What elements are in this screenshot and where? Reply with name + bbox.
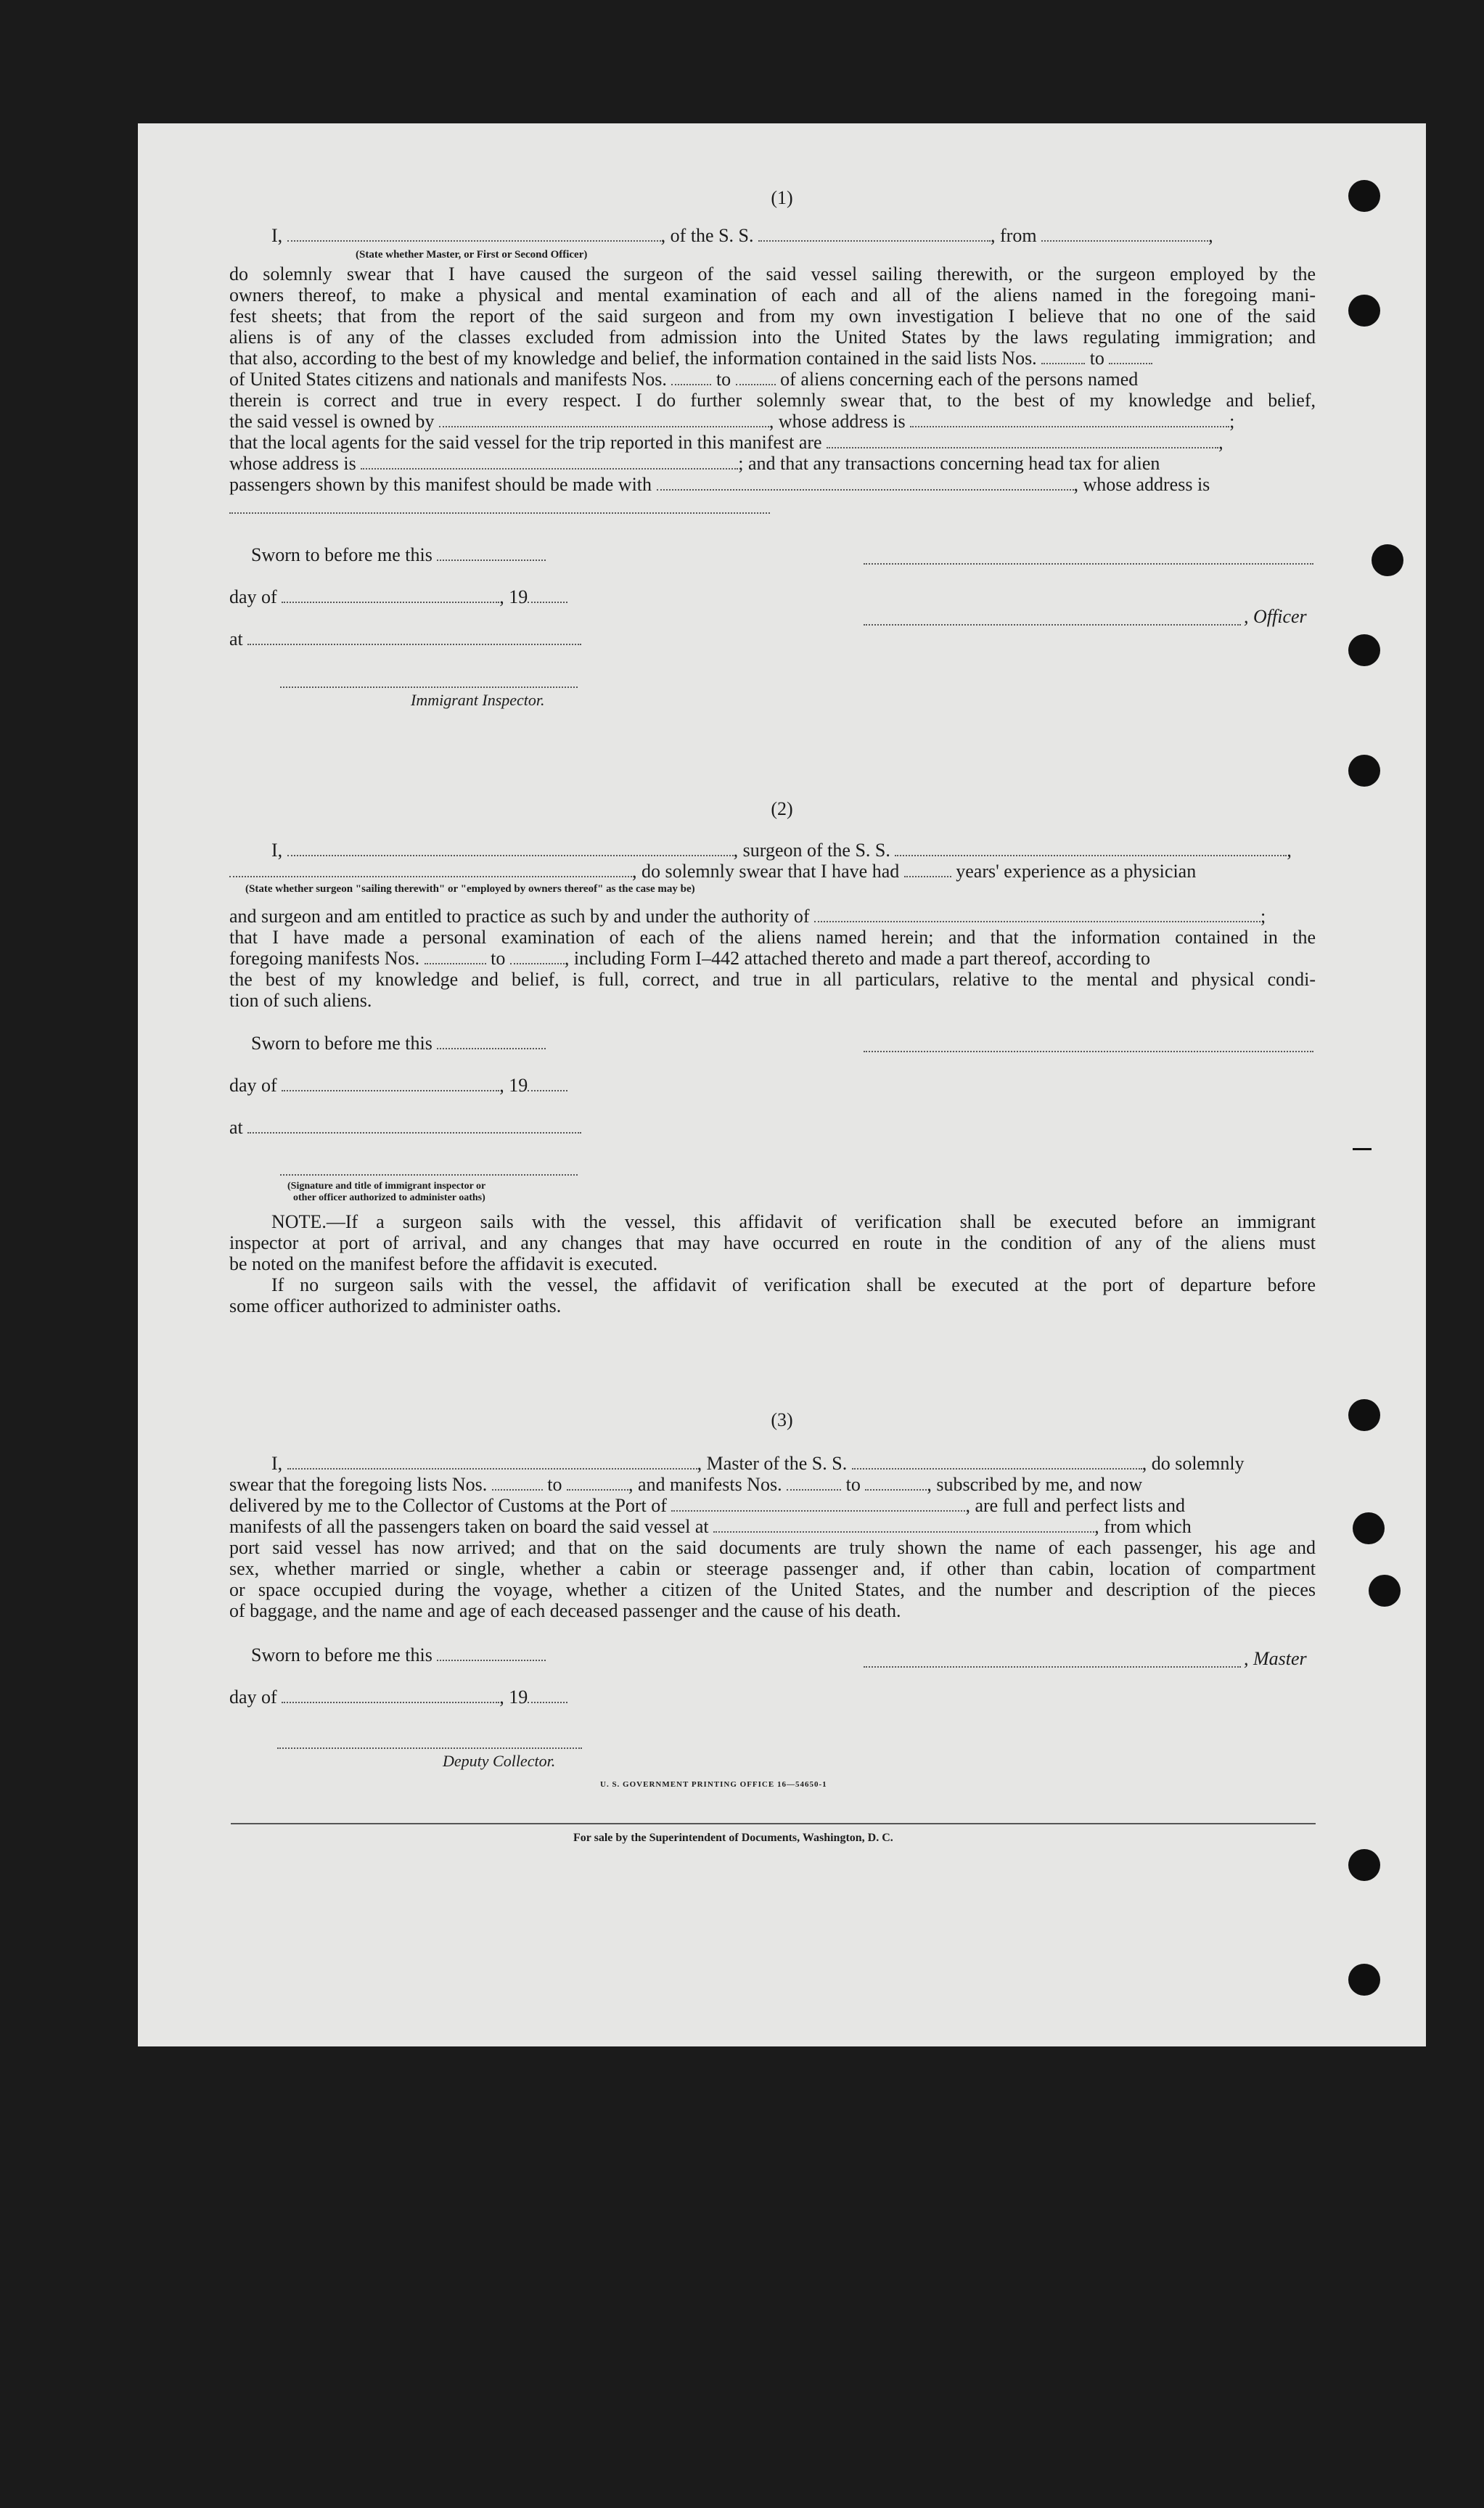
day-month-field-3[interactable] <box>282 1687 499 1703</box>
day-month-field[interactable] <box>282 587 499 603</box>
section1-body-line: aliens is of any of the classes excluded from admission into the United States by the laws regulating immigration; and <box>229 327 1316 348</box>
manifest-page <box>138 123 1426 2046</box>
place-field-2[interactable] <box>247 1118 581 1134</box>
master-label: , Master <box>1244 1648 1307 1669</box>
section2-line1: I, , surgeon of the S. S. , <box>271 840 1292 861</box>
section1-owned-line: the said vessel is owned by , whose address is ; <box>229 411 1235 432</box>
section3-body-line: of baggage, and the name and age of each deceased passenger and the cause of his death. <box>229 1600 901 1621</box>
master-manifests-to-field[interactable] <box>865 1475 927 1491</box>
section1-body-line: do solemnly swear that I have caused the surgeon of the said vessel sailing therewith, or the surgeon employed by the <box>229 263 1316 284</box>
note-line: inspector at port of arrival, and any changes that may have occurred en route in the condition of any of the aliens must <box>229 1232 1316 1253</box>
section-number-1: (1) <box>771 187 793 208</box>
day-month-field-2[interactable] <box>282 1075 499 1091</box>
section1-citizens-line: of United States citizens and nationals and manifests Nos. to of aliens concerning each of the persons named <box>229 369 1139 390</box>
section3-line3: delivered by me to the Collector of Customs at the Port of , are full and perfect lists and <box>229 1495 1185 1516</box>
section2-line3: and surgeon and am entitled to practice as such by and under the authority of ; <box>229 906 1266 927</box>
deputy-signature-line[interactable] <box>277 1746 582 1749</box>
binder-hole <box>1348 295 1380 327</box>
agents-field[interactable] <box>827 433 1218 448</box>
sig-caption-line1: (Signature and title of immigrant inspector or <box>287 1181 486 1192</box>
officer-signature-line[interactable] <box>864 562 1313 565</box>
sale-notice: For sale by the Superintendent of Documents, Washington, D. C. <box>573 1832 893 1844</box>
sig-caption-line2: other officer authorized to administer oaths) <box>293 1192 485 1203</box>
manifests-to-field[interactable] <box>736 369 776 385</box>
master-name-field[interactable] <box>287 1454 697 1470</box>
note-line: NOTE.—If a surgeon sails with the vessel, this affidavit of verification shall be executed before an immigrant <box>271 1211 1316 1232</box>
section-number-3: (3) <box>771 1409 793 1430</box>
from-port-field[interactable] <box>1041 226 1208 242</box>
officer-title-line[interactable] <box>864 623 1241 626</box>
section1-body-line: owners thereof, to make a physical and mental examination of each and all of the aliens named in the foregoing mani- <box>229 284 1316 306</box>
section3-body-line: sex, whether married or single, whether a cabin or steerage passenger and, if other than cabin, location of compartment <box>229 1558 1316 1579</box>
master-lists-from-field[interactable] <box>492 1475 543 1491</box>
surgeon-status-field[interactable] <box>229 861 632 877</box>
day-of-line-1: day of , 19 <box>229 586 567 608</box>
section3-body-line: or space occupied during the voyage, whether a citizen of the United States, and the number and description of the pieces <box>229 1579 1316 1600</box>
section3-line4: manifests of all the passengers taken on board the said vessel at , from which <box>229 1516 1192 1537</box>
year-field-2[interactable] <box>528 1075 567 1091</box>
agents-address-field[interactable] <box>361 454 738 470</box>
binder-hole <box>1348 180 1380 212</box>
surgeon-name-field[interactable] <box>287 840 734 856</box>
sworn-date-field-3[interactable] <box>437 1645 546 1661</box>
note-line: some officer authorized to administer oaths. <box>229 1295 562 1316</box>
section1-passengers-line: passengers shown by this manifest should be made with , whose address is <box>229 474 1210 495</box>
authority-field[interactable] <box>814 906 1260 922</box>
port-field[interactable] <box>671 1496 965 1512</box>
inspector-signature-line[interactable] <box>280 685 578 688</box>
surgeon-vessel-field[interactable] <box>895 840 1287 856</box>
sworn-line-1: Sworn to before me this <box>251 544 546 566</box>
vessel-name-field[interactable] <box>758 226 991 242</box>
master-lists-to-field[interactable] <box>567 1475 628 1491</box>
binder-hole <box>1348 1849 1380 1881</box>
inspector-label: Immigrant Inspector. <box>411 691 545 709</box>
sworn-date-field-2[interactable] <box>437 1033 546 1049</box>
section2-body-line: the best of my knowledge and belief, is full, correct, and true in all particulars, relative to the mental and physical condi- <box>229 969 1316 990</box>
embark-port-field[interactable] <box>713 1517 1094 1533</box>
sworn-date-field[interactable] <box>437 545 546 561</box>
section1-lists-line: that also, according to the best of my knowledge and belief, the information contained in the said lists Nos. to <box>229 348 1152 369</box>
place-field[interactable] <box>247 629 581 645</box>
manifests-from-field[interactable] <box>671 369 711 385</box>
binder-hole <box>1348 634 1380 666</box>
section2-line2: , do solemnly swear that I have had years' experience as a physician <box>229 861 1196 882</box>
surgeon-caption: (State whether surgeon "sailing therewith" or "employed by owners thereof" as the case may be) <box>245 883 695 895</box>
gpo-imprint: U. S. GOVERNMENT PRINTING OFFICE 16—54650-1 <box>600 1780 827 1789</box>
section1-body-line: therein is correct and true in every respect. I do further solemnly swear that, to the best of my knowledge and belief, <box>229 390 1316 411</box>
section3-body-line: port said vessel has now arrived; and that on the said documents are truly shown the name of each passenger, his age and <box>229 1537 1316 1558</box>
binder-hole <box>1353 1512 1385 1544</box>
owner-field[interactable] <box>439 411 769 427</box>
at-line-1: at <box>229 628 581 650</box>
deputy-label: Deputy Collector. <box>443 1752 556 1770</box>
years-experience-field[interactable] <box>904 861 951 877</box>
section1-line1: I, , of the S. S. , from , <box>271 225 1213 246</box>
note-line: be noted on the manifest before the affidavit is executed. <box>229 1253 658 1274</box>
footer-rule <box>231 1823 1316 1824</box>
section2-line5: foregoing manifests Nos. to , including Form I–442 attached thereto and made a part thereof, according to <box>229 948 1151 969</box>
surgeon-manifest-from-field[interactable] <box>425 948 486 964</box>
year-field[interactable] <box>528 587 567 603</box>
lists-to-field[interactable] <box>1109 348 1152 364</box>
officer-caption: (State whether Master, or First or Second Officer) <box>356 249 588 261</box>
section3-line2: swear that the foregoing lists Nos. to , and manifests Nos. to , subscribed by me, and now <box>229 1474 1143 1495</box>
scan-mark <box>1353 1148 1372 1150</box>
binder-hole <box>1369 1575 1401 1607</box>
surgeon-signature-line[interactable] <box>864 1049 1313 1052</box>
master-manifests-from-field[interactable] <box>787 1475 841 1491</box>
lists-from-field[interactable] <box>1041 348 1085 364</box>
head-tax-address-field[interactable] <box>229 511 770 514</box>
surgeon-manifest-to-field[interactable] <box>510 948 565 964</box>
master-signature-line[interactable] <box>864 1665 1241 1668</box>
at-line-2: at <box>229 1117 581 1139</box>
binder-hole <box>1348 755 1380 787</box>
section2-body-line: tion of such aliens. <box>229 990 372 1011</box>
master-vessel-field[interactable] <box>852 1454 1142 1470</box>
section-number-2: (2) <box>771 798 793 819</box>
inspector-signature-line-2[interactable] <box>280 1173 578 1176</box>
officer-name-field[interactable] <box>287 226 661 242</box>
day-of-line-3: day of , 19 <box>229 1687 567 1708</box>
section3-line1: I, , Master of the S. S. , do solemnly <box>271 1453 1245 1474</box>
binder-hole <box>1372 544 1403 576</box>
binder-hole <box>1348 1964 1380 1996</box>
year-field-3[interactable] <box>528 1687 567 1703</box>
binder-hole <box>1348 1399 1380 1431</box>
day-of-line-2: day of , 19 <box>229 1075 567 1097</box>
section1-address-line: whose address is ; and that any transactions concerning head tax for alien <box>229 453 1160 474</box>
head-tax-agent-field[interactable] <box>657 475 1074 491</box>
section1-agents-line: that the local agents for the said vessel for the trip reported in this manifest are , <box>229 432 1223 453</box>
note-line: If no surgeon sails with the vessel, the affidavit of verification shall be executed at the port of departure before <box>271 1274 1316 1295</box>
sworn-line-3: Sworn to before me this <box>251 1644 546 1666</box>
section2-body-line: that I have made a personal examination of each of the aliens named herein; and that the information contained in the <box>229 927 1316 948</box>
sworn-line-2: Sworn to before me this <box>251 1033 546 1054</box>
owner-address-field[interactable] <box>910 411 1229 427</box>
section1-body-line: fest sheets; that from the report of the said surgeon and from my own investigation I believe that no one of the said <box>229 306 1316 327</box>
officer-label: , Officer <box>1244 606 1307 627</box>
